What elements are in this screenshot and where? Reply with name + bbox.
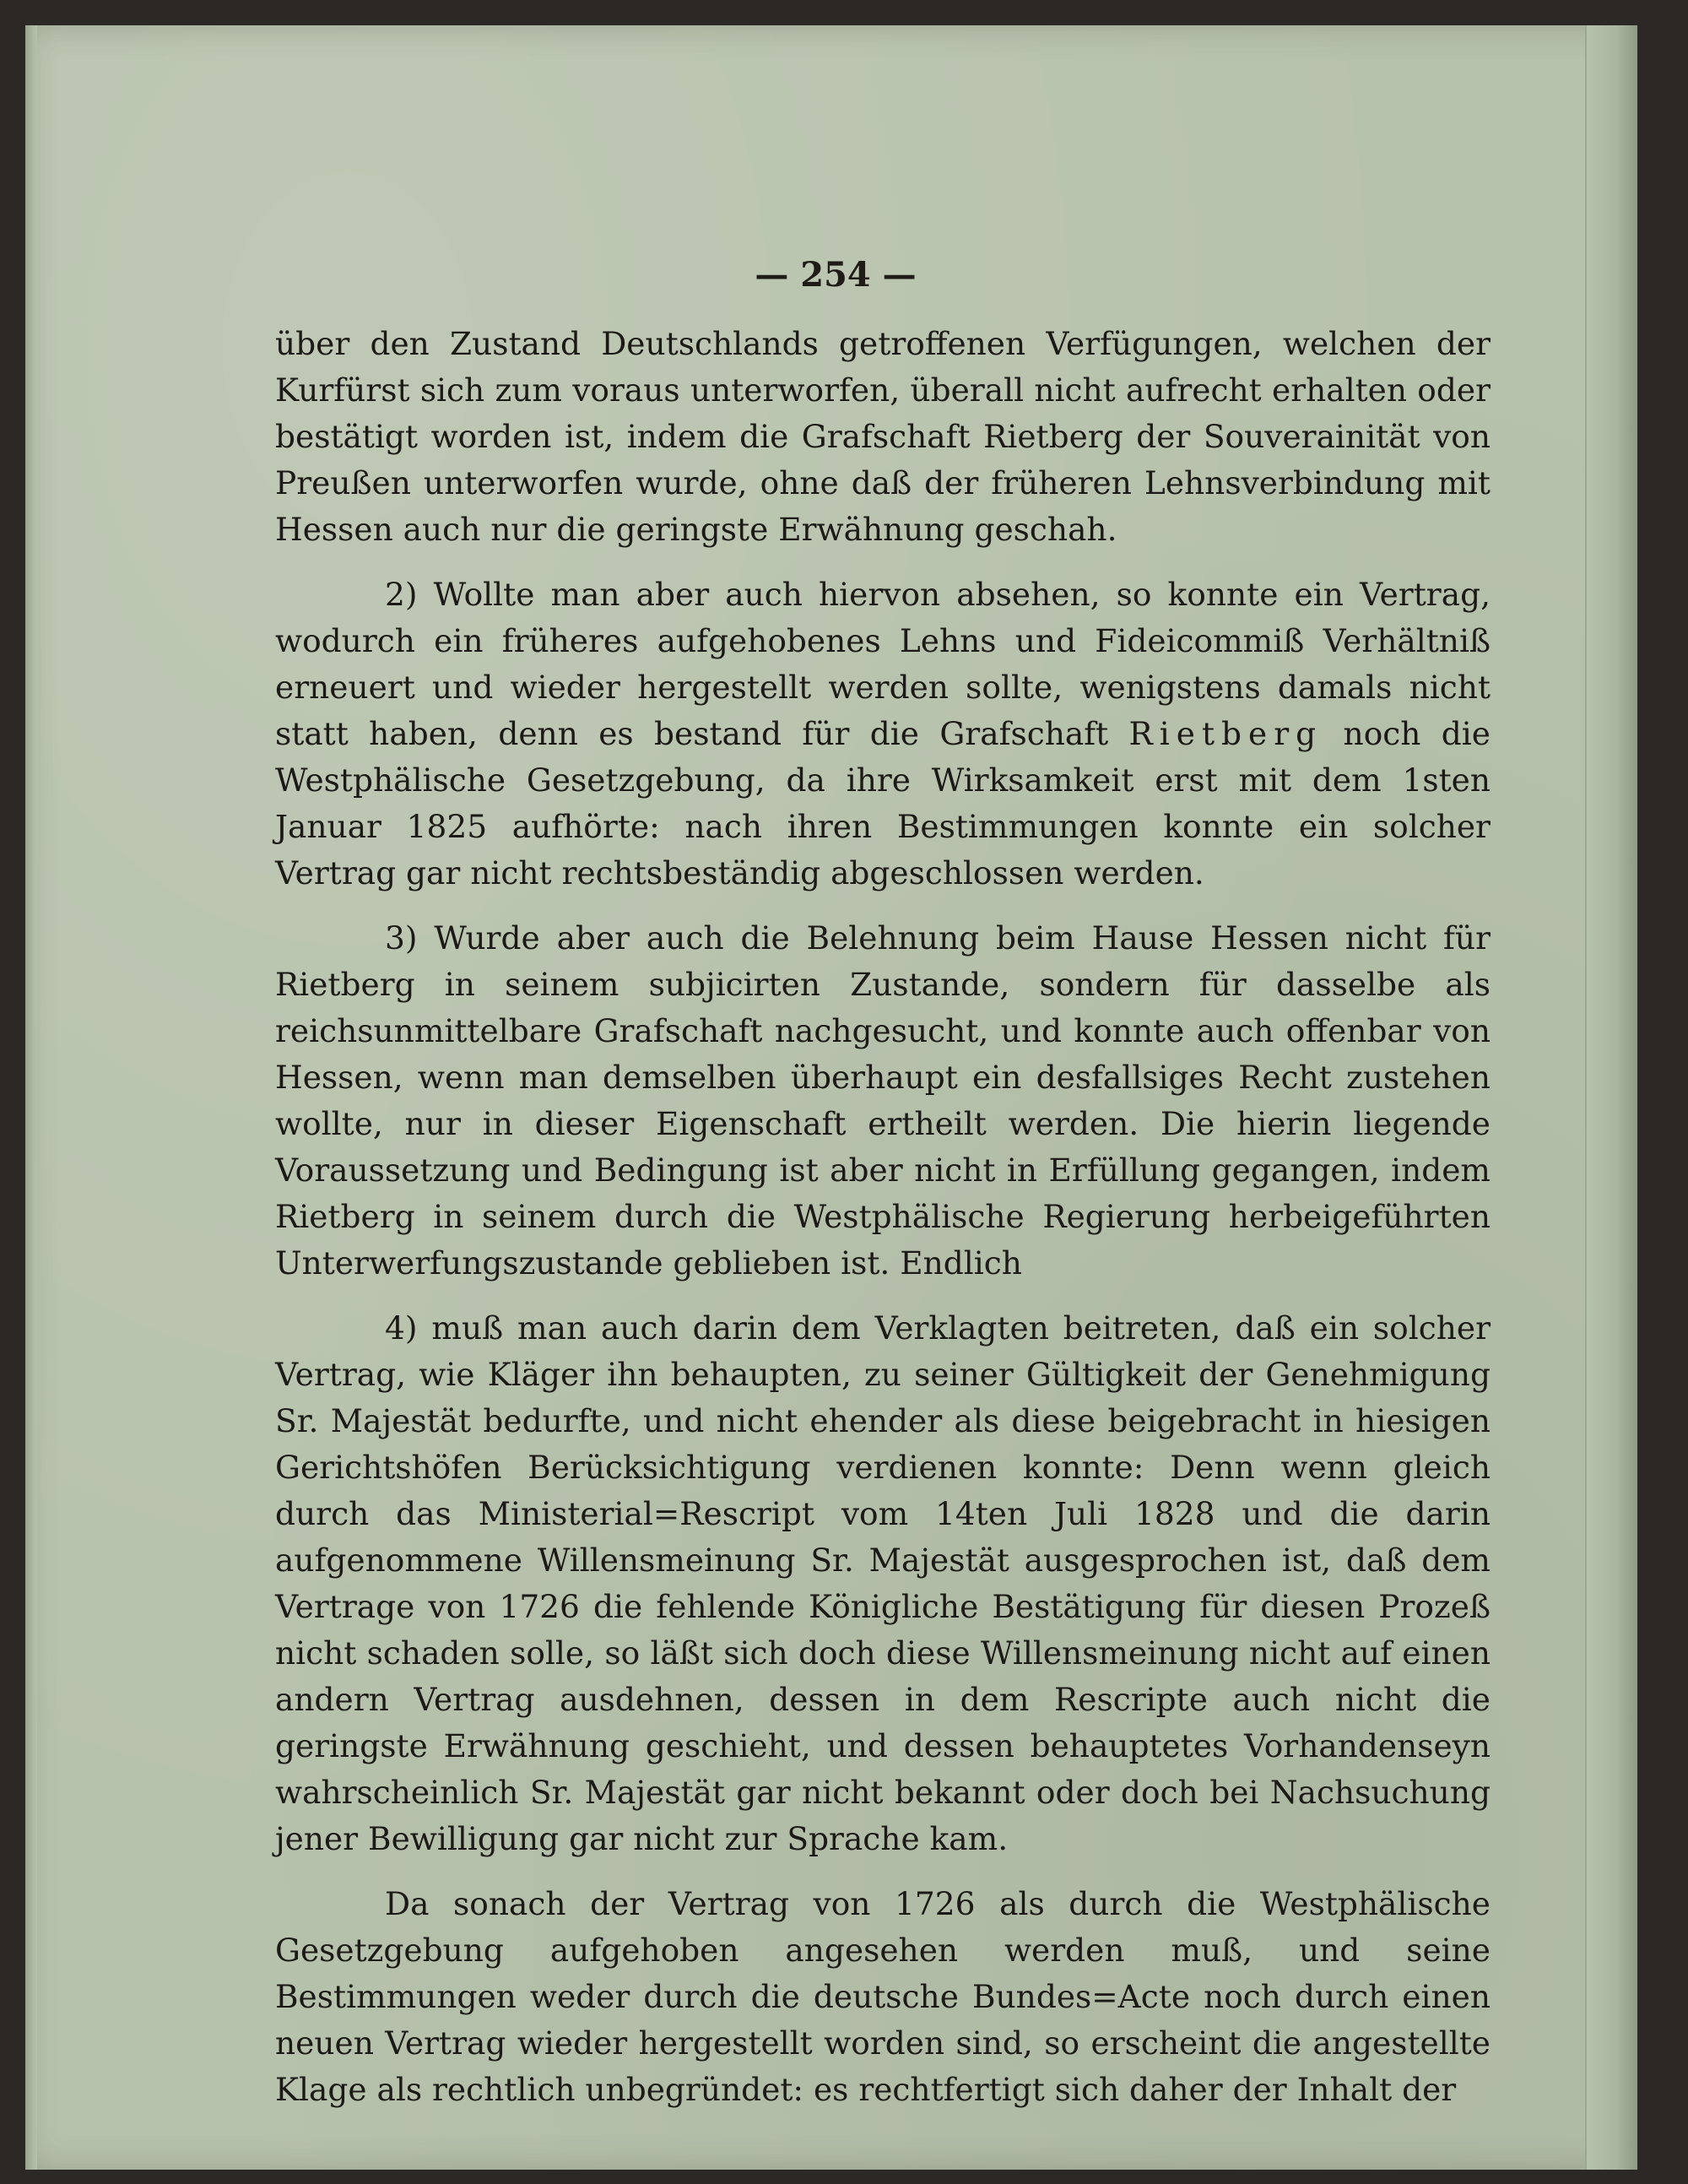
paragraph-4: 4) muß man auch darin dem Verklagten beitreten, daß ein solcher Vertrag, wie Kläger ihn behaupten, zu seiner Gültigkeit der Genehmigung Sr. Majestät bedurfte, und nicht ehender als diese beigebracht in hiesigen Gerichtshöfen Berücksichtigung verdienen konnte: Denn wenn gleich durch das Ministerial=Rescript vom 14ten Juli 1828 und die darin aufgenommene Willensmeinung Sr. Majestät ausgesprochen ist, daß dem Vertrage von 1726 die fehlende Königliche Bestätigung für diesen Prozeß nicht schaden solle, so läßt sich doch diese Willensmeinung nicht auf einen andern Vertrag ausdehnen, dessen in dem Rescripte auch nicht die geringste Erwähnung geschieht, und dessen behauptetes Vorhandenseyn wahrscheinlich Sr. Majestät gar nicht bekannt oder doch bei Nachsuchung jener Bewilligung gar nicht zur Sprache kam. xyxy=(275,1309,1491,1857)
paragraph-3: 3) Wurde aber auch die Belehnung beim Hause Hessen nicht für Rietberg in seinem subjicirten Zustande, sondern für dasselbe als reichsunmittelbare Grafschaft nachgesucht, und konnte auch offenbar von Hessen, wenn man demselben überhaupt ein desfallsiges Recht zustehen wollte, nur in dieser Eigenschaft ertheilt werden. Die hierin liegende Voraussetzung und Bedingung ist aber nicht in Erfüllung gegangen, indem Rietberg in seinem durch die Westphälische Regierung herbeigeführten Unterwerfungszustande geblieben ist. Endlich xyxy=(275,919,1491,1282)
page-edge-right xyxy=(1585,25,1637,2170)
paragraph-2-text-after: noch die Westphälische Gesetzgebung, da ihre Wirksamkeit erst mit dem 1sten Januar 1825 aufhörte: nach ihren Bestimmungen konnte ein solcher Vertrag gar nicht rechtsbeständig abgeschlossen werden. xyxy=(275,715,1491,891)
page-number: — 254 — xyxy=(755,255,917,295)
paragraph-2-text-before: 2) Wollte man aber auch hiervon absehen, so konnte ein Vertrag, wodurch ein früheres aufgehobenes Lehns und Fideicommiß Verhältniß erneuert und wieder hergestellt werden sollte, wenigstens damals nicht statt haben, denn es bestand für die Grafschaft xyxy=(275,576,1491,752)
book-page xyxy=(25,25,1637,2170)
paragraph-2 xyxy=(275,572,1491,897)
body-text xyxy=(275,321,1491,2132)
emphasis-rietberg: Rietberg xyxy=(1128,715,1323,752)
paragraph-continuation: über den Zustand Deutschlands getroffenen Verfügungen, welchen der Kurfürst sich zum voraus unterworfen, überall nicht aufrecht erhalten oder bestätigt worden ist, indem die Grafschaft Rietberg der Souverainität von Preußen unterworfen wurde, ohne daß der früheren Lehnsverbindung mit Hessen auch nur die geringste Erwähnung geschah. xyxy=(275,325,1491,548)
paragraph-conclusion: Da sonach der Vertrag von 1726 als durch die Westphälische Gesetzgebung aufgehoben angesehen werden muß, und seine Bestimmungen weder durch die deutsche Bundes=Acte noch durch einen neuen Vertrag wieder hergestellt worden sind, so erscheint die angestellte Klage als rechtlich unbegründet: es rechtfertigt sich daher der Inhalt der xyxy=(275,1885,1491,2108)
page-edge-left xyxy=(25,25,37,2170)
